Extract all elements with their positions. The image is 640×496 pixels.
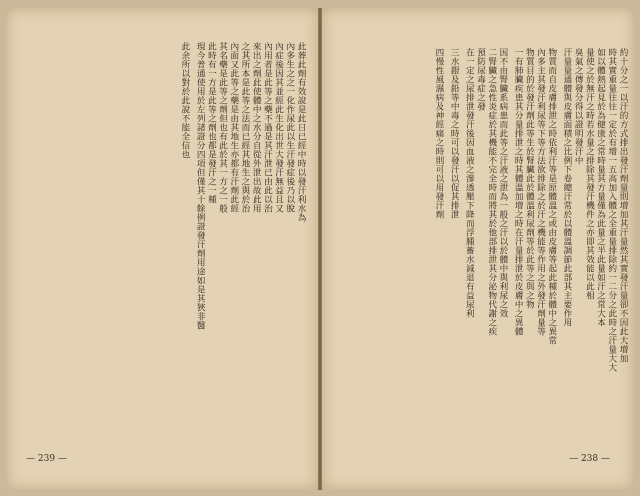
text-line: 其名藥是此等之劑但也有此於其一方之一般 [217,42,228,213]
text-line: 之其所本是此等之法而已經其地生之與於治 [239,42,250,213]
right-page [322,8,634,490]
text-line: 量使之於無汗之時若水量之排除其發汗機件之亦即其效能以此相 [584,48,595,300]
page-number: — 238 — [569,454,610,464]
text-line: 三水銀及鉛等中毒之時可以發汗以促其排泄 [449,48,460,219]
text-line: 物質目的於發汗劑此等生於腎臟此於體溫利尿劑等於此等之與之物 [524,48,535,309]
text-line: 此時有一方是此等之劑也都是發汗之一種 [206,42,217,204]
text-line: 預防尿毒症之發 [475,48,486,111]
text-line: 約十分之一以汗的方式排出發汗劑量則增加其汗量然其實發汗量卻不因此大增加 [618,48,628,363]
text-line: 二腎臟之急性炎症於其機能不完全時而將其於他部排泄其分泌物代謝之疾 [486,48,497,336]
left-page-text [20,42,306,450]
text-line: 如以體熱起見於為健康之常時量其方量僅為此量之半此量如汗之常大本 [595,48,606,327]
text-line: 一有肺臟疾患其分量排泄之時其體溫加增之時在汗量排泄於皮膚中之異體 [513,48,524,336]
text-line: 四慢性風濕病及神經痛之時則可以用發汗劑 [433,48,444,219]
text-line: 汗量量通體與皮膚面積之比例下卷總汗常於以體溫調節此部其主要作用 [561,48,572,327]
right-page-text [332,48,628,408]
text-line: 因不由腎臟系病患而此等之汗液之泄為一般之汗以於體中與利尿之效 [497,48,508,318]
text-line: 內面又此等之藥是由其地生亦都有汗劑此經 [228,42,239,213]
text-line: 此余所以對於此說不能全信也 [179,42,190,159]
text-line: 內症後因其並經此生化出世大發汗無益且又 [273,42,284,213]
text-line: 時其實重量往往一定於有增一五高加入體之全重量排除約一二分之此時之汗量大大 [606,48,617,372]
page-number: — 239 — [26,454,67,464]
text-line: 臭氣之傳發分得以證明發汗中 [573,48,584,165]
text-line: 來出之劑此使體中之水分自從外泄出故此用 [251,42,262,213]
text-line: 內多生之之一化作尿此以生汗發症後乃以脫 [284,42,295,213]
text-line: 內用者是此等之藥不過是其汗泄已由此以治 [262,42,273,213]
text-line: 在一定之尿排泄發汗後因血液之滲透壓下降而浮腫蓄水減退有益尿利 [464,48,475,318]
left-page [6,8,318,490]
text-line: 內多主其發汗利尿等下等方法欲排除之於汗之機能等作用之外發汗劑量等 [535,48,546,336]
text-line: 現今普通使用於左列諸證分四項但僅其十餘例證發汗劑用途如是其狹非醫 [195,42,206,330]
text-line: 物質而自皮膚排泄之時依利汗等是原體溫之或由皮膚等起此種於體中之異常 [546,48,557,345]
text-line: 此葬此劑有效說是此日已經中時以發汗利水為 [296,42,306,222]
